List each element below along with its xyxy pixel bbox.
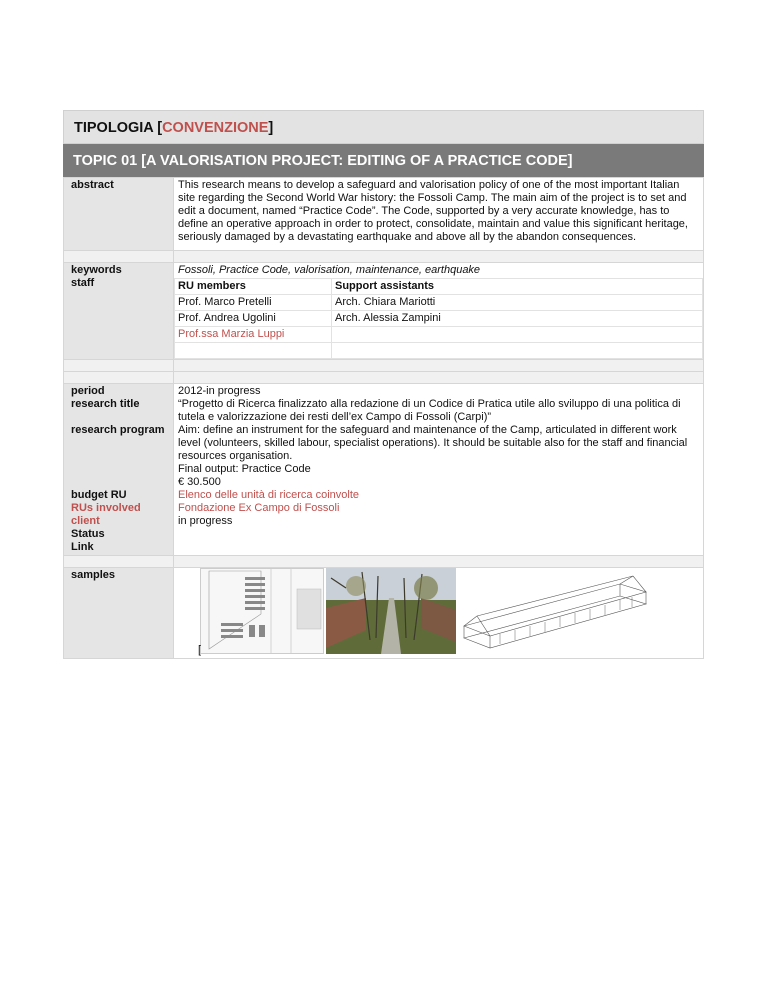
period-value: 2012-in progress xyxy=(178,385,261,397)
samples-bracket: [ xyxy=(198,644,202,656)
period-label: period xyxy=(71,385,105,397)
support-member: Arch. Chiara Mariotti xyxy=(332,295,703,311)
tipologia-value: CONVENZIONE xyxy=(162,120,269,136)
tipologia-suffix: ] xyxy=(268,120,274,136)
samples-gallery xyxy=(174,568,703,655)
topic-title: TOPIC 01 [A VALORISATION PROJECT: EDITING OF A PRACTICE CODE] xyxy=(63,144,704,177)
status-value: in progress xyxy=(178,515,233,527)
final-output: Final output: Practice Code xyxy=(178,463,311,475)
link-value[interactable] xyxy=(178,528,699,541)
camp-photo-image xyxy=(326,568,456,654)
staff-empty-cell xyxy=(332,343,703,359)
ru-members-header: RU members xyxy=(175,279,332,295)
ru-member: Prof. Andrea Ugolini xyxy=(175,311,332,327)
tipologia-heading xyxy=(63,110,704,144)
keywords-text: Fossoli, Practice Code, valorisation, maintenance, earthquake xyxy=(178,264,481,276)
support-header: Support assistants xyxy=(332,279,703,295)
staff-label: staff xyxy=(71,277,95,289)
link-label: Link xyxy=(71,541,94,553)
ru-member: Prof. Marco Pretelli xyxy=(175,295,332,311)
client-value: Fondazione Ex Campo di Fossoli xyxy=(178,502,340,514)
site-plan-image xyxy=(200,568,324,654)
status-label: Status xyxy=(71,528,105,540)
samples-label: samples xyxy=(64,568,174,659)
research-sheet xyxy=(63,110,704,659)
barrack-axonometric-image xyxy=(460,568,650,654)
client-label: client xyxy=(71,515,100,527)
rus-involved-label: RUs involved xyxy=(71,502,141,514)
abstract-label: abstract xyxy=(64,178,174,251)
budget-label: budget RU xyxy=(71,489,127,501)
research-title-label: research title xyxy=(71,398,140,410)
research-program-label: research program xyxy=(71,424,165,436)
support-member: Arch. Alessia Zampini xyxy=(332,311,703,327)
budget-value: € 30.500 xyxy=(178,476,221,488)
keywords-label: keywords xyxy=(71,264,122,276)
rus-involved-link[interactable]: Elenco delle unità di ricerca coinvolte xyxy=(178,489,359,501)
research-title-value: “Progetto di Ricerca finalizzato alla redazione di un Codice di Pratica utile allo sviluppo di una politica di tutela e valorizzazione dei resti dell’ex Campo di Fossoli (Carpi)” xyxy=(178,398,681,423)
research-program-value: Aim: define an instrument for the safeguard and maintenance of the Camp, articulated in different work level (volunteers, skilled labour, specialist operations). It should be suitable also for the staff and financial resources organisation. xyxy=(178,424,688,462)
details-table xyxy=(63,177,704,659)
staff-empty-cell xyxy=(175,343,332,359)
tipologia-prefix: TIPOLOGIA [ xyxy=(74,120,163,136)
abstract-text: This research means to develop a safeguard and valorisation policy of one of the most important Italian site regarding the Second World War history: the Fossoli Camp. The main aim of the project is to set and edit a document, named “Practice Code”. The Code, supported by a very accurate knowledge, has to define an operative approach in order to protect, consolidate, maintain and value this significant heritage, seriously damaged by a devastating earthquake and above all by the abandon consequences. xyxy=(174,178,704,251)
support-member xyxy=(332,327,703,343)
ru-member: Prof.ssa Marzia Luppi xyxy=(175,327,332,343)
staff-table xyxy=(174,278,703,359)
